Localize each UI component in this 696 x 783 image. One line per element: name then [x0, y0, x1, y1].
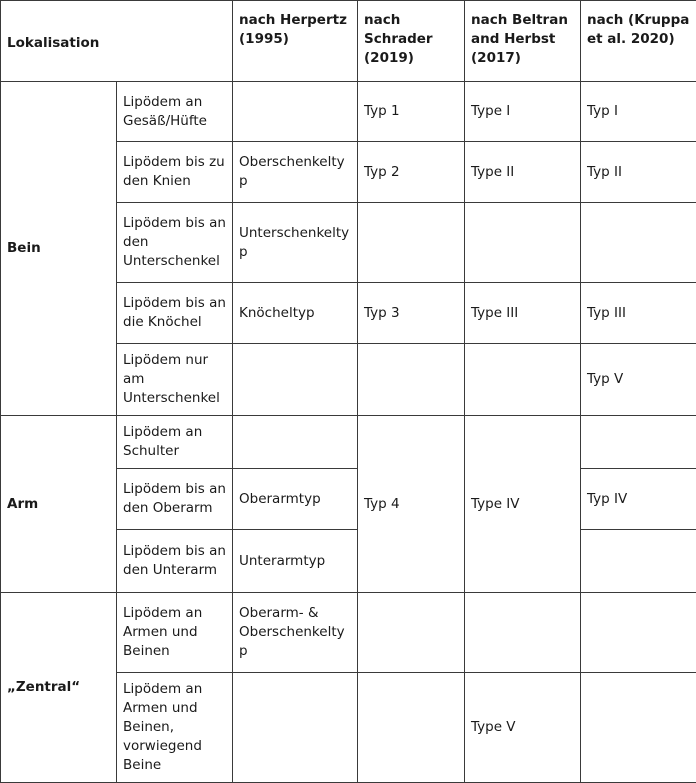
cell-kruppa: Typ V	[581, 344, 696, 416]
cell-beltran	[465, 593, 581, 673]
table-row	[1, 82, 696, 142]
cell-schrader: Typ 2	[358, 142, 465, 203]
header-kruppa: nach (Kruppa et al. 2020)	[581, 1, 696, 82]
cell-kruppa: Typ II	[581, 142, 696, 203]
cell-herpertz: Unterschenkeltyp	[233, 203, 358, 283]
cell-herpertz: Knöcheltyp	[233, 283, 358, 344]
cell-kruppa	[581, 673, 696, 783]
group-bein: Bein	[1, 82, 117, 416]
cell-herpertz: Unterarmtyp	[233, 530, 358, 593]
cell-herpertz	[233, 416, 358, 469]
cell-beltran: Type V	[465, 673, 581, 783]
cell-herpertz: Oberarmtyp	[233, 469, 358, 530]
header-schrader: nach Schrader (2019)	[358, 1, 465, 82]
cell-schrader: Typ 3	[358, 283, 465, 344]
cell-lokalisation: Lipödem bis an den Oberarm	[117, 469, 233, 530]
cell-beltran: Type III	[465, 283, 581, 344]
cell-lokalisation: Lipödem an Gesäß/Hüfte	[117, 82, 233, 142]
cell-herpertz	[233, 82, 358, 142]
cell-kruppa	[581, 593, 696, 673]
cell-kruppa: Typ III	[581, 283, 696, 344]
cell-kruppa	[581, 203, 696, 283]
cell-lokalisation: Lipödem bis an den Unterschenkel	[117, 203, 233, 283]
cell-herpertz	[233, 673, 358, 783]
cell-schrader	[358, 344, 465, 416]
cell-lokalisation: Lipödem bis an den Unterarm	[117, 530, 233, 593]
cell-kruppa: Typ I	[581, 82, 696, 142]
cell-lokalisation: Lipödem an Schulter	[117, 416, 233, 469]
cell-herpertz	[233, 344, 358, 416]
header-lokalisation: Lokalisation	[1, 1, 233, 82]
cell-schrader: Typ 4	[358, 416, 465, 593]
cell-schrader	[358, 203, 465, 283]
cell-lokalisation: Lipödem an Armen und Beinen	[117, 593, 233, 673]
header-herpertz: nach Herpertz (1995)	[233, 1, 358, 82]
cell-lokalisation: Lipödem an Armen und Beinen, vorwiegend Beine	[117, 673, 233, 783]
cell-schrader	[358, 673, 465, 783]
cell-kruppa	[581, 416, 696, 469]
cell-kruppa: Typ IV	[581, 469, 696, 530]
group-zentral: „Zentral“	[1, 593, 117, 783]
cell-lokalisation: Lipödem nur am Unterschenkel	[117, 344, 233, 416]
cell-beltran: Type II	[465, 142, 581, 203]
group-arm: Arm	[1, 416, 117, 593]
table-row	[1, 416, 696, 469]
cell-kruppa	[581, 530, 696, 593]
cell-schrader: Typ 1	[358, 82, 465, 142]
cell-lokalisation: Lipödem bis zu den Knien	[117, 142, 233, 203]
cell-beltran: Type IV	[465, 416, 581, 593]
cell-herpertz: Oberarm- & Oberschenkeltyp	[233, 593, 358, 673]
header-row	[1, 1, 696, 82]
cell-lokalisation: Lipödem bis an die Knöchel	[117, 283, 233, 344]
cell-beltran	[465, 203, 581, 283]
cell-schrader	[358, 593, 465, 673]
header-beltran: nach Beltran and Herbst (2017)	[465, 1, 581, 82]
table-row	[1, 593, 696, 673]
cell-herpertz: Oberschenkeltyp	[233, 142, 358, 203]
cell-beltran	[465, 344, 581, 416]
cell-beltran: Type I	[465, 82, 581, 142]
